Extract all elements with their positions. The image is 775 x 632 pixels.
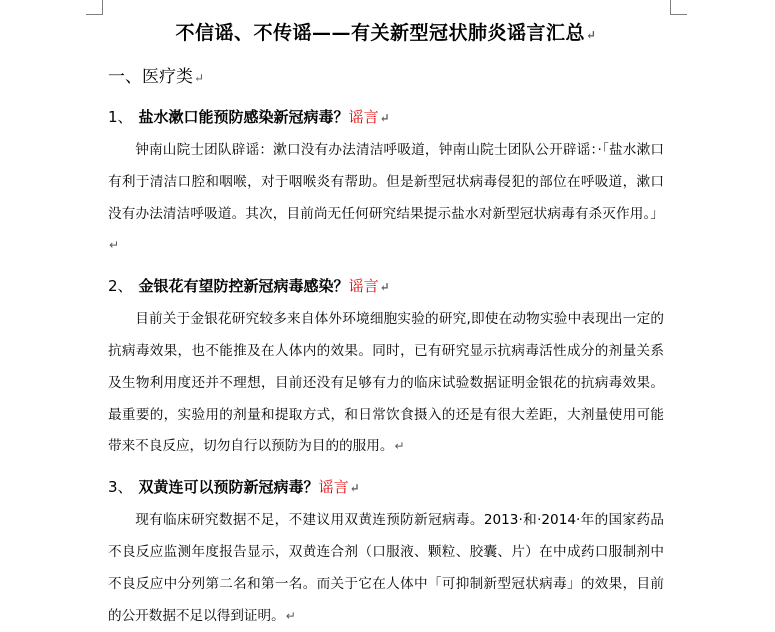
paragraph-mark-icon: ↵ bbox=[285, 608, 296, 623]
page-corner-mark-right bbox=[670, 0, 687, 15]
item-question: 金银花有望防控新冠病毒感染？ bbox=[138, 277, 349, 296]
item-number: 3、 bbox=[108, 478, 133, 497]
item-body bbox=[108, 135, 664, 262]
paragraph-mark-icon: ↵ bbox=[379, 280, 390, 295]
item-body-text: 钟南山院士团队辟谣：漱口没有办法清洁呼吸道，钟南山院士团队公开辟谣：·「盐水漱口有利于清洁口腔和咽喉，对于咽喉炎有帮助。但是新型冠状病毒侵犯的部位在呼吸道，漱口没有办法清洁呼吸道。其次，目前尚无任何研究结果提示盐水对新型冠状病毒有杀灭作用。」 bbox=[108, 142, 664, 222]
section-heading bbox=[108, 62, 664, 93]
item-body bbox=[108, 505, 664, 632]
paragraph-mark-icon: ↵ bbox=[379, 111, 390, 125]
paragraph-mark-icon: ↵ bbox=[585, 28, 597, 42]
item-number: 1、 bbox=[108, 108, 133, 126]
paragraph-mark-icon: ↵ bbox=[394, 439, 405, 454]
document-title-text: 不信谣、不传谣——有关新型冠状肺炎谣言汇总 bbox=[175, 22, 585, 44]
section-heading-text: 一、医疗类 bbox=[108, 67, 193, 87]
item-heading bbox=[108, 473, 664, 502]
item-number: 2、 bbox=[108, 277, 133, 296]
item-body-text: 现有临床研究数据不足，不建议用双黄连预防新冠病毒。2013·和·2014·年的国家药品不良反应监测年度报告显示，双黄连合剂（口服液、颗粒、胶囊、片）在中成药口服制剂中不良反应中分列第二名和第一名。而关于它在人体中「可抑制新型冠状病毒」的效果，目前的公开数据不足以得到证明。 bbox=[108, 512, 664, 624]
rumor-tag: 谣言 bbox=[348, 108, 379, 126]
item-body-text: 目前关于金银花研究较多来自体外环境细胞实验的研究,即使在动物实验中表现出一定的抗病毒效果，也不能推及在人体内的效果。同时，已有研究显示抗病毒活性成分的剂量关系及生物利用度还并不理想，目前还没有足够有力的临床试验数据证明金银花的抗病毒效果。最重要的，实验用的剂量和提取方式，和日常饮食摄入的还是有很大差距，大剂量使用可能带来不良反应，切勿自行以预防为目的的服用。 bbox=[108, 311, 664, 455]
document-page bbox=[108, 18, 664, 632]
paragraph-mark-icon: ↵ bbox=[349, 481, 360, 496]
item-question: 盐水漱口能预防感染新冠病毒？ bbox=[138, 108, 349, 126]
rumor-tag: 谣言 bbox=[318, 478, 349, 497]
paragraph-mark-icon: ↵ bbox=[194, 71, 205, 85]
paragraph-mark-icon: ↵ bbox=[109, 238, 120, 253]
item-question: 双黄连可以预防新冠病毒？ bbox=[138, 478, 319, 497]
rumor-tag: 谣言 bbox=[348, 277, 379, 296]
item-body bbox=[108, 304, 664, 463]
item-heading bbox=[108, 103, 664, 132]
page-corner-mark-left bbox=[86, 0, 103, 15]
item-heading bbox=[108, 272, 664, 301]
document-title bbox=[108, 18, 664, 50]
